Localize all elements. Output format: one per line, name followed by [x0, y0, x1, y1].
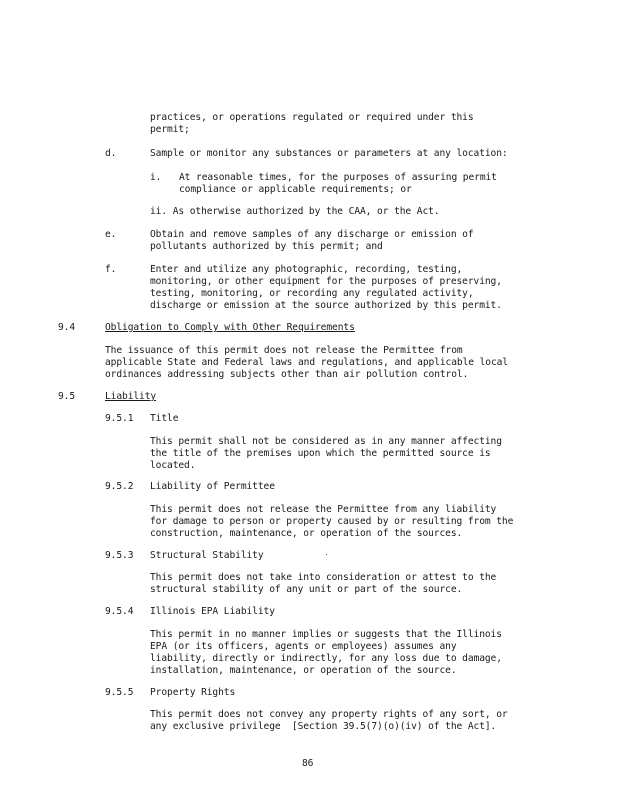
subsection-body: This permit shall not be considered as in any manner affecting — [150, 436, 502, 447]
intro-line: permit; — [150, 124, 190, 135]
item-f-label: f. — [105, 264, 117, 275]
item-d-ii-text: ii. As otherwise authorized by the CAA, or the Act. — [150, 206, 440, 217]
subsection-body: construction, maintenance, or operation of the sources. — [150, 528, 463, 539]
subsection-body: This permit in no manner implies or suggests that the Illinois — [150, 629, 502, 640]
section-number: 9.5 — [58, 391, 76, 402]
subsection-body: the title of the premises upon which the permitted source is — [150, 448, 491, 459]
subsection-body: This permit does not release the Permittee from any liability — [150, 504, 497, 515]
subsection-body: located. — [150, 460, 196, 471]
section-body: applicable State and Federal laws and regulations, and applicable local — [105, 357, 508, 368]
item-f-text: testing, monitoring, or recording any regulated activity, — [150, 288, 474, 299]
item-e-label: e. — [105, 229, 117, 240]
section-body: ordinances addressing subjects other than air pollution control. — [105, 369, 469, 380]
section-heading: Liability — [105, 391, 157, 402]
subsection-body: for damage to person or property caused by or resulting from the — [150, 516, 514, 527]
subsection-body: structural stability of any unit or part of the source. — [150, 584, 463, 595]
section-number: 9.4 — [58, 322, 76, 333]
subsection-title: Illinois EPA Liability — [150, 606, 275, 617]
item-e-text: Obtain and remove samples of any discharge or emission of — [150, 229, 474, 240]
item-d-i-text: At reasonable times, for the purposes of assuring permit — [179, 172, 497, 183]
intro-line: practices, or operations regulated or required under this — [150, 112, 474, 123]
subsection-title: Title — [150, 413, 179, 424]
item-d-i-text: compliance or applicable requirements; or — [179, 184, 412, 195]
subsection-number: 9.5.2 — [105, 481, 134, 492]
item-d-i-label: i. — [150, 172, 162, 183]
subsection-number: 9.5.1 — [105, 413, 134, 424]
scan-speck — [326, 554, 327, 555]
subsection-body: EPA (or its officers, agents or employees) assumes any — [150, 641, 457, 652]
item-f-text: Enter and utilize any photographic, recording, testing, — [150, 264, 463, 275]
subsection-body: This permit does not take into consideration or attest to the — [150, 572, 497, 583]
item-e-text: pollutants authorized by this permit; and — [150, 241, 383, 252]
subsection-title: Structural Stability — [150, 550, 264, 561]
subsection-number: 9.5.4 — [105, 606, 134, 617]
page-number: 86 — [302, 758, 314, 769]
subsection-number: 9.5.5 — [105, 687, 134, 698]
item-f-text: monitoring, or other equipment for the purposes of preserving, — [150, 276, 502, 287]
subsection-title: Property Rights — [150, 687, 236, 698]
item-d-text: Sample or monitor any substances or parameters at any location: — [150, 148, 508, 159]
subsection-body: any exclusive privilege [Section 39.5(7)(o)(iv) of the Act]. — [150, 721, 497, 732]
subsection-body: installation, maintenance, or operation of the source. — [150, 665, 457, 676]
item-f-text: discharge or emission at the source authorized by this permit. — [150, 300, 502, 311]
subsection-number: 9.5.3 — [105, 550, 134, 561]
subsection-title: Liability of Permittee — [150, 481, 275, 492]
item-d-label: d. — [105, 148, 117, 159]
subsection-body: This permit does not convey any property rights of any sort, or — [150, 709, 508, 720]
section-heading: Obligation to Comply with Other Requirements — [105, 322, 355, 333]
section-body: The issuance of this permit does not release the Permittee from — [105, 345, 463, 356]
subsection-body: liability, directly or indirectly, for any loss due to damage, — [150, 653, 502, 664]
